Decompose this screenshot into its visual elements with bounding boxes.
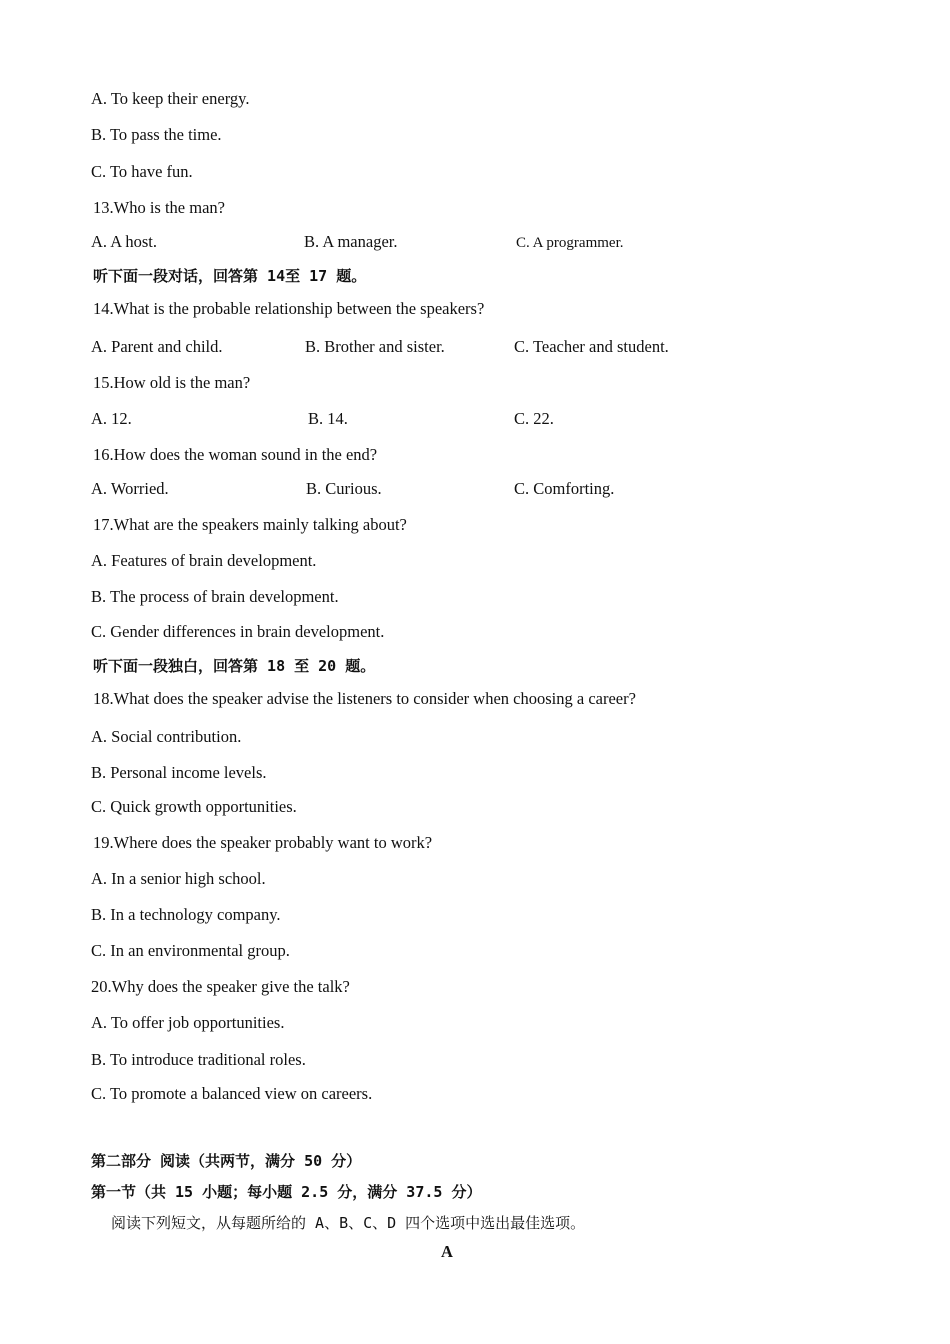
- q16-question: 16.How does the woman sound in the end?: [93, 445, 378, 464]
- reading-directions: 阅读下列短文，从每题所给的 A、B、C、D 四个选项中选出最佳选项。: [111, 1214, 586, 1232]
- q20-option-a: A. To offer job opportunities.: [91, 1013, 285, 1032]
- q18-option-b: B. Personal income levels.: [91, 763, 267, 782]
- q15-option-a: A. 12.: [91, 409, 132, 428]
- q20-option-c: C. To promote a balanced view on careers.: [91, 1084, 373, 1103]
- q20-option-b: B. To introduce traditional roles.: [91, 1050, 306, 1069]
- q13-question: 13.Who is the man?: [93, 198, 225, 217]
- q17-option-a: A. Features of brain development.: [91, 551, 317, 570]
- q15-option-c: C. 22.: [514, 409, 554, 428]
- q15-option-b: B. 14.: [308, 409, 348, 428]
- part-two-heading: 第二部分 阅读（共两节，满分 50 分）: [91, 1152, 362, 1170]
- q15-question: 15.How old is the man?: [93, 373, 251, 392]
- q12-option-c: C. To have fun.: [91, 162, 193, 181]
- passage-label: A: [441, 1242, 453, 1261]
- q14-option-a: A. Parent and child.: [91, 337, 223, 356]
- q17-option-c: C. Gender differences in brain development.: [91, 622, 385, 641]
- listening-instruction-18-20: 听下面一段独白，回答第 18 至 20 题。: [93, 657, 376, 675]
- q19-option-a: A. In a senior high school.: [91, 869, 266, 888]
- q12-option-b: B. To pass the time.: [91, 125, 222, 144]
- q19-option-c: C. In an environmental group.: [91, 941, 290, 960]
- q13-option-a: A. A host.: [91, 232, 158, 251]
- q12-option-a: A. To keep their energy.: [91, 89, 250, 108]
- q16-option-b: B. Curious.: [306, 479, 382, 498]
- q16-option-a: A. Worried.: [91, 479, 169, 498]
- q18-question: 18.What does the speaker advise the listeners to consider when choosing a career?: [93, 689, 636, 708]
- q14-option-c: C. Teacher and student.: [514, 337, 669, 356]
- q14-option-b: B. Brother and sister.: [305, 337, 445, 356]
- q18-option-c: C. Quick growth opportunities.: [91, 797, 297, 816]
- q16-option-c: C. Comforting.: [514, 479, 615, 498]
- listening-instruction-14-17: 听下面一段对话，回答第 14至 17 题。: [93, 267, 367, 285]
- q19-question: 19.Where does the speaker probably want to work?: [93, 833, 433, 852]
- q17-option-b: B. The process of brain development.: [91, 587, 339, 606]
- q13-option-b: B. A manager.: [304, 232, 398, 251]
- q20-question: 20.Why does the speaker give the talk?: [91, 977, 350, 996]
- q19-option-b: B. In a technology company.: [91, 905, 281, 924]
- section-one-heading: 第一节（共 15 小题；每小题 2.5 分，满分 37.5 分）: [91, 1183, 482, 1201]
- q17-question: 17.What are the speakers mainly talking about?: [93, 515, 407, 534]
- q14-question: 14.What is the probable relationship between the speakers?: [93, 299, 485, 318]
- q18-option-a: A. Social contribution.: [91, 727, 242, 746]
- q13-option-c: C. A programmer.: [516, 235, 624, 251]
